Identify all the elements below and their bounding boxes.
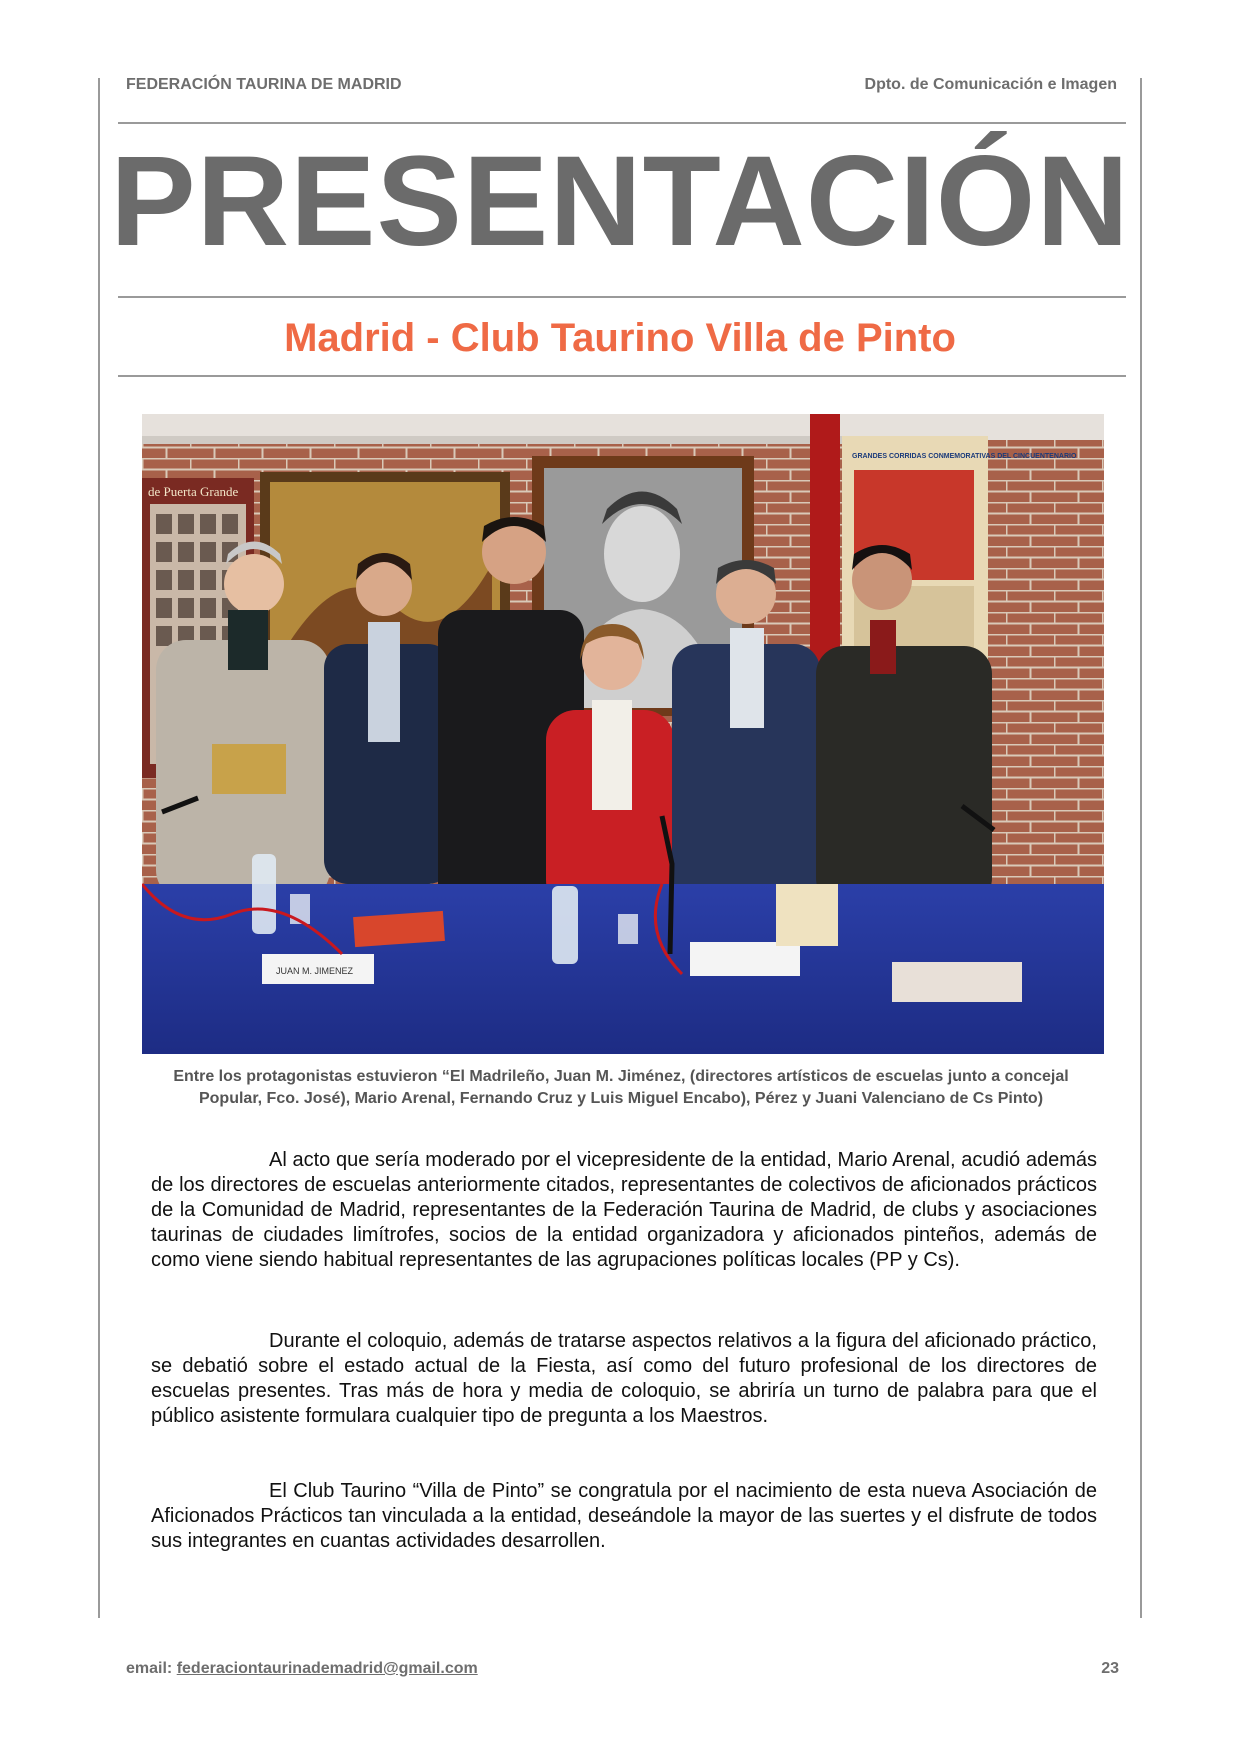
event-photo	[142, 414, 1104, 1054]
left-margin-line	[98, 78, 100, 1618]
body-paragraph: El Club Taurino “Villa de Pinto” se congratula por el nacimiento de esta nueva Asociación de Aficionados Prácticos tan vinculada a la entidad, deseándole la mayor de las suertes y el disfrute de todos sus integrantes en cuantas actividades desarrollen.	[151, 1480, 1097, 1552]
caption-line-1: Entre los protagonistas estuvieron “El Madrileño, Juan M. Jiménez, (directores artísticos de escuelas junto a concejal	[173, 1068, 1069, 1085]
caption-line-2: Popular, Fco. José), Mario Arenal, Fernando Cruz y Luis Miguel Encabo), Pérez y Juani Valenciano de Cs Pinto)	[198, 1090, 1044, 1107]
header-rule	[118, 122, 1126, 124]
page-subtitle: Madrid - Club Taurino Villa de Pinto	[284, 316, 956, 360]
nameplate-text: JUAN M. JIMENEZ	[276, 966, 354, 976]
body-paragraph: Al acto que sería moderado por el vicepresidente de la entidad, Mario Arenal, acudió además de los directores de escuelas anteriormente citados, representantes de colectivos de aficionados prácticos de la Comunidad de Madrid, representantes de la Federación Taurina de Madrid, de clubs y asociaciones taurinas de ciudades limítrofes, socios de la entidad organizadora y aficionados pinteños, además de como viene siendo habitual representantes de las agrupaciones políticas locales (PP y Cs).	[151, 1149, 1097, 1271]
right-margin-line	[1140, 78, 1142, 1618]
page-number: 23	[1101, 1660, 1119, 1677]
email-label: email:	[126, 1660, 173, 1677]
header-department: Dpto. de Comunicación e Imagen	[864, 76, 1117, 93]
subtitle-rule	[118, 375, 1126, 377]
photo-caption	[140, 1066, 1102, 1110]
wall-sign-text: de Puerta Grande	[148, 484, 239, 499]
footer-email	[126, 1660, 478, 1678]
poster-text: GRANDES CORRIDAS CONMEMORATIVAS DEL CINCUENTENARIO	[852, 453, 1077, 460]
page-title: PRESENTACIÓN	[110, 130, 1130, 273]
email-link[interactable]: federaciontaurinademadrid@gmail.com	[176, 1660, 478, 1677]
header-organization: FEDERACIÓN TAURINA DE MADRID	[126, 76, 402, 93]
body-paragraph: Durante el coloquio, además de tratarse aspectos relativos a la figura del aficionado práctico, se debatió sobre el estado actual de la Fiesta, así como del futuro profesional de los directores de escuelas presentes. Tras más de hora y media de coloquio, se abriría un turno de palabra para que el público asistente formulara cualquier tipo de pregunta a los Maestros.	[151, 1330, 1097, 1427]
title-rule	[118, 296, 1126, 298]
